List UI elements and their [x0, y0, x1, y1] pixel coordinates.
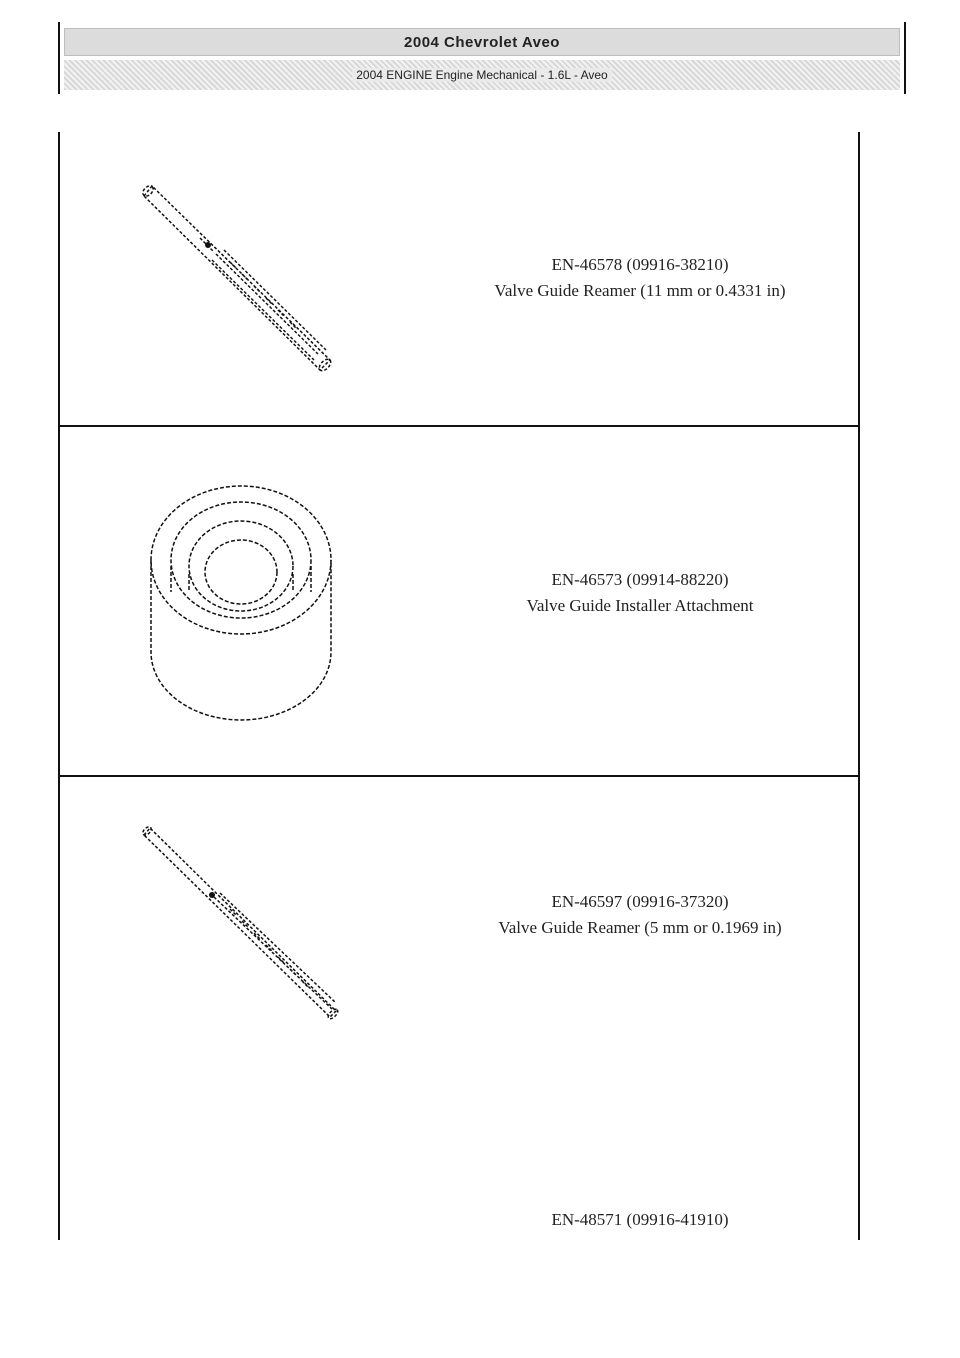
tool-row	[60, 427, 858, 775]
tool-description: Valve Guide Reamer (11 mm or 0.4331 in)	[494, 281, 786, 300]
subtitle-bar	[64, 60, 900, 90]
tool-caption	[420, 889, 860, 941]
document-subtitle: 2004 ENGINE Engine Mechanical - 1.6L - Aveo	[352, 68, 611, 82]
installer-attachment-icon	[145, 482, 345, 722]
tool-part-number: EN-48571 (09916-41910)	[551, 1210, 729, 1229]
tool-caption	[420, 567, 860, 619]
special-tools-table	[58, 132, 860, 1240]
page-header	[58, 22, 906, 94]
tool-part-number: EN-46578 (09916-38210)	[551, 255, 729, 274]
tool-description: Valve Guide Installer Attachment	[526, 596, 754, 615]
header-left-border	[58, 22, 60, 94]
tool-description: Valve Guide Reamer (5 mm or 0.1969 in)	[498, 918, 782, 937]
tool-caption	[420, 1207, 860, 1233]
document-title: 2004 Chevrolet Aveo	[404, 33, 560, 51]
tool-row	[60, 132, 858, 425]
header-right-border	[904, 22, 906, 94]
tool-caption	[420, 252, 860, 304]
tool-part-number: EN-46573 (09914-88220)	[551, 570, 729, 589]
title-bar	[64, 28, 900, 56]
valve-guide-reamer-icon	[130, 172, 360, 432]
tool-part-number: EN-46597 (09916-37320)	[551, 892, 729, 911]
valve-guide-reamer-small-icon	[130, 815, 360, 1035]
tool-row	[60, 777, 858, 1240]
